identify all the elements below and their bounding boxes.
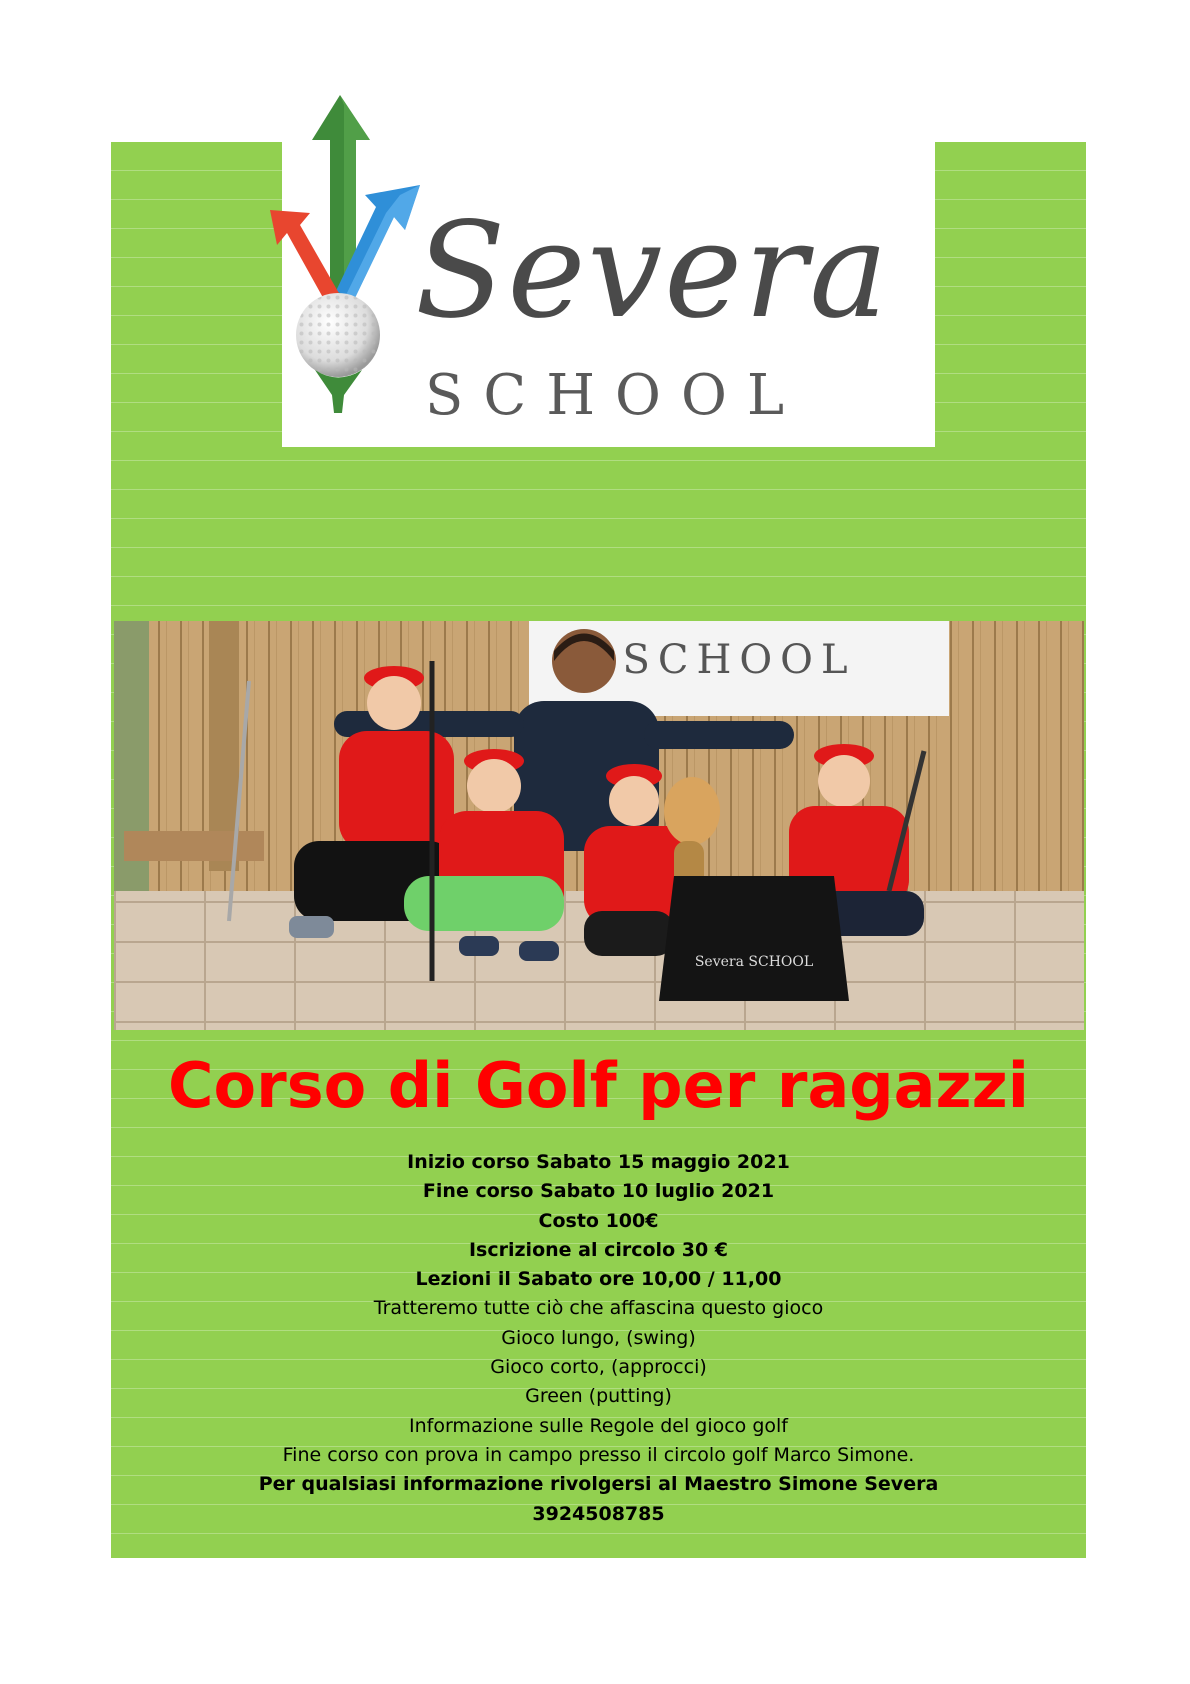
detail-line-final-test: Fine corso con prova in campo presso il circolo golf Marco Simone. [282, 1443, 915, 1466]
course-details [111, 1148, 1086, 1529]
detail-line-contact: Per qualsiasi informazione rivolgersi al Maestro Simone Severa [258, 1473, 939, 1496]
bag-logo-text: Severa SCHOOL [694, 954, 814, 970]
photo-illustration [114, 621, 1084, 1030]
detail-line-end-date: Fine corso Sabato 10 luglio 2021 [422, 1180, 775, 1203]
detail-line-short-game: Gioco corto, (approcci) [490, 1356, 707, 1379]
logo-subtitle: SCHOOL [425, 363, 805, 428]
detail-line-rules: Informazione sulle Regole del gioco golf [409, 1414, 788, 1437]
group-photo [114, 621, 1084, 1030]
banner-text: SCHOOL [622, 637, 856, 683]
detail-line-phone: 3924508785 [532, 1502, 665, 1525]
detail-line-start-date: Inizio corso Sabato 15 maggio 2021 [407, 1151, 790, 1173]
detail-line-registration: Iscrizione al circolo 30 € [468, 1238, 729, 1261]
detail-line-long-game: Gioco lungo, (swing) [501, 1326, 696, 1349]
page-title: Corso di Golf per ragazzi [168, 1049, 1029, 1122]
detail-line-intro: Tratteremo tutte ciò che affascina questo gioco [373, 1297, 824, 1320]
detail-line-lessons: Lezioni il Sabato ore 10,00 / 11,00 [415, 1268, 782, 1291]
logo-wordmark: Severa [415, 194, 891, 348]
detail-line-putting: Green (putting) [525, 1385, 672, 1408]
detail-line-cost: Costo 100€ [538, 1209, 659, 1232]
